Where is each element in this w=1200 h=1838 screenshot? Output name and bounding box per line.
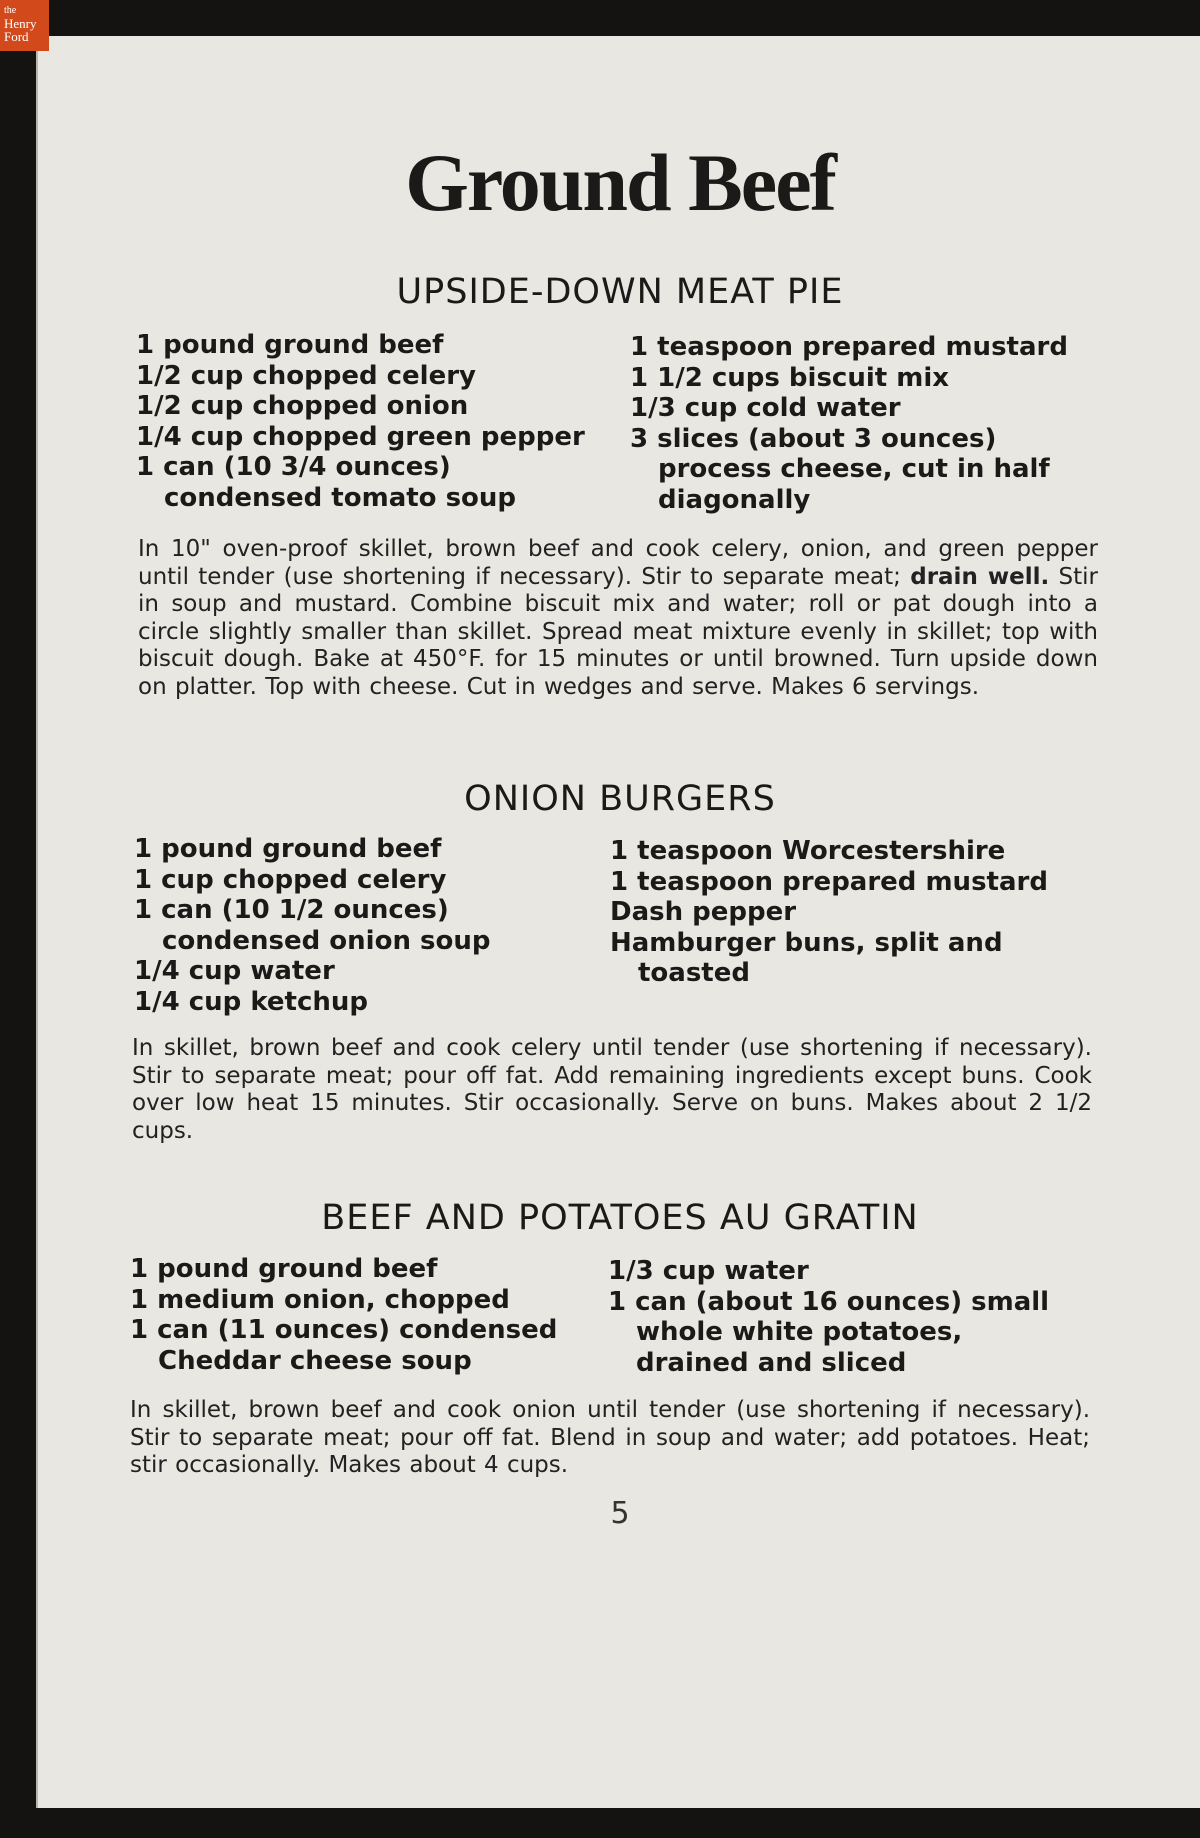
ingredient-line: 1/2 cup chopped onion [136,391,469,421]
ingredients-right-au-gratin [608,1256,1049,1378]
ingredient-line: 1/2 cup chopped celery [136,360,476,391]
ingredient-line: condensed onion soup [162,925,491,956]
directions-au-gratin: In skillet, brown beef and cook onion until tender (use shortening if necessary). Stir to separate meat; pour off fat. Blend in soup and water; add potatoes. Heat; stir occasionally. Makes about 4 cups. [130,1397,1090,1478]
directions-emphasis: drain well. [910,563,1050,590]
ingredient-line: Hamburger buns, split and [610,927,1003,958]
ingredient-line: 1 pound ground beef [136,330,444,360]
ingredient-line: 1 teaspoon prepared mustard [610,866,1048,897]
ingredient-line: 3 slices (about 3 ounces) [630,423,997,454]
ingredient-line: 1/4 cup water [134,956,335,986]
ingredient-line: 1/4 cup chopped green pepper [136,421,585,452]
ingredient-line: 1 1/2 cups biscuit mix [630,362,950,393]
recipe-title-upside-down-meat-pie: UPSIDE-DOWN MEAT PIE [396,272,844,312]
page-number: 5 [610,1496,630,1531]
ingredient-line: 1 teaspoon prepared mustard [630,332,1068,362]
ingredient-line: 1 medium onion, chopped [130,1284,510,1315]
directions-onion-burgers: In skillet, brown beef and cook celery until tender (use shortening if necessary). Stir to separate meat; pour off fat. Add remaining ingredients except buns. Cook over low heat 15 minutes. Stir occasionally. Serve on buns. Makes about 2 1/2 cups. [132,1035,1092,1144]
ingredient-line: 1 pound ground beef [134,834,442,864]
recipe-title-beef-and-potatoes-au-gratin: BEEF AND POTATOES AU GRATIN [321,1198,919,1238]
directions-part: In 10" oven-proof skillet, brown beef and cook celery, onion, and green pepper until tender (use shortening if necessary). Stir to separate meat; [138,536,1098,590]
ingredients-right-onion-burgers [610,836,1048,989]
ingredient-line: diagonally [658,484,811,515]
logo-text-ford: Ford [4,29,29,44]
ingredient-line: process cheese, cut in half [658,454,1050,484]
ingredient-line: condensed tomato soup [164,482,517,513]
ingredient-line: 1/3 cup water [608,1256,809,1286]
ingredient-line: 1 can (10 1/2 ounces) [134,895,449,925]
ingredient-line: Cheddar cheese soup [158,1345,472,1376]
ingredients-right-meat-pie [630,332,1068,515]
ingredient-line: 1 cup chopped celery [134,864,447,895]
ingredient-line: 1 can (11 ounces) condensed [130,1315,558,1345]
ingredients-left-au-gratin [130,1254,557,1376]
directions-part: Stir in soup and mustard. Combine biscuit mix and water; roll or pat dough into a circle slightly smaller than skillet. Spread meat mixture evenly in skillet; top with biscuit dough. Bake at 450°F. for 15 minutes or until browned. Turn upside down on platter. Top with cheese. Cut in wedges and serve. Makes 6 servings. [138,563,1098,700]
ingredient-line: toasted [638,958,750,988]
ingredient-line: Dash pepper [610,897,797,927]
book-page [36,36,1200,1808]
ingredient-line: 1/4 cup ketchup [134,986,369,1017]
ingredient-line: 1 teaspoon Worcestershire [610,836,1006,866]
logo-text-the: the [4,5,17,16]
ingredients-left-onion-burgers [134,834,490,1017]
ingredient-line: drained and sliced [636,1347,907,1378]
ingredients-left-meat-pie [136,330,585,513]
page-title: Ground Beef [405,137,835,228]
henry-ford-logo [0,0,49,51]
ingredient-line: whole white potatoes, [636,1317,963,1347]
ingredient-line: 1/3 cup cold water [630,393,901,423]
ingredient-line: 1 pound ground beef [130,1254,438,1284]
recipe-title-onion-burgers: ONION BURGERS [464,779,776,819]
directions-meat-pie [138,536,1098,701]
logo-text-henry: Henry [4,16,37,31]
ingredient-line: 1 can (10 3/4 ounces) [136,452,451,482]
ingredient-line: 1 can (about 16 ounces) small [608,1286,1050,1317]
